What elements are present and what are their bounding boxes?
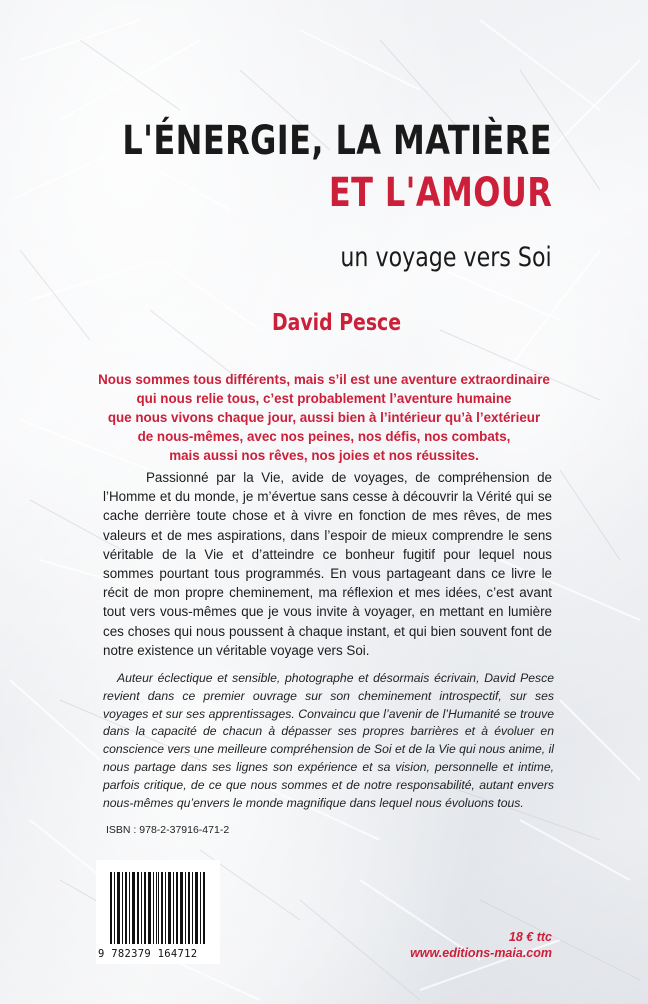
body-paragraph: Passionné par la Vie, avide de voyages, de compréhension de l’Homme et du monde, je m’évertue sans cesse à découvrir la Vérité qui se cache derrière toute chose et à vivre en fonction de mes rêves, de mes valeurs et de mes aspirations, dans l’espoir de mieux comprendre le sens véritable de la Vie et d’atteindre ce bonheur fugitif pour lequel nous sommes pourtant tous programmés. En vous partageant dans ce livre le récit de mon propre cheminement, ma réflexion et mes idées, c’est avant tout vers vous-mêmes que je vous invite à voyager, en mettant en lumière ces choses qui nous poussent à chaque instant, et qui bien souvent font de notre existence un véritable voyage vers Soi. <box>103 470 552 658</box>
author-bio: Auteur éclectique et sensible, photographe et désormais écrivain, David Pesce revient dans ce premier ouvrage sur son cheminement introspectif, sur ses voyages et sur ses apprentissages. Convaincu que l’avenir de l’Humanité se trouve dans la capacité de chacun à dépasser ses propres barrières et à évoluer en conscience vers une meilleure compréhension de Soi et de la Vie qui nous anime, il nous partage dans ses lignes son expérience et sa vision, personnelle et intime, parfois critique, de ce que nous sommes et de notre responsabilité, autant envers nous-mêmes qu’envers le monde magnifique dans lequel nous évoluons tous. <box>103 671 554 810</box>
author-name: David Pesce <box>272 310 402 336</box>
quote-line: qui nous relie tous, c’est probablement l’aventure humaine <box>136 391 512 406</box>
isbn-text: ISBN : 978-2-37916-471-2 <box>106 824 230 836</box>
quote-line: mais aussi nos rêves, nos joies et nos réussites. <box>169 448 479 463</box>
publisher-website: www.editions-maia.com <box>410 946 552 960</box>
quote-line: Nous sommes tous différents, mais s’il est une aventure extraordinaire <box>98 372 550 387</box>
pull-quote <box>84 370 564 465</box>
barcode-icon <box>110 872 206 944</box>
quote-line: de nous-mêmes, avec nos peines, nos défis, nos combats, <box>137 429 511 444</box>
quote-line: que nous vivons chaque jour, aussi bien à l’intérieur qu’à l’extérieur <box>107 410 541 425</box>
title-line-1: L'ÉNERGIE, LA MATIÈRE <box>122 118 552 164</box>
price: 18 € ttc <box>508 930 552 944</box>
barcode-number: 9 782379 164712 <box>98 948 198 960</box>
subtitle: un voyage vers Soi <box>340 242 552 273</box>
title-line-2: ET L'AMOUR <box>328 170 552 216</box>
